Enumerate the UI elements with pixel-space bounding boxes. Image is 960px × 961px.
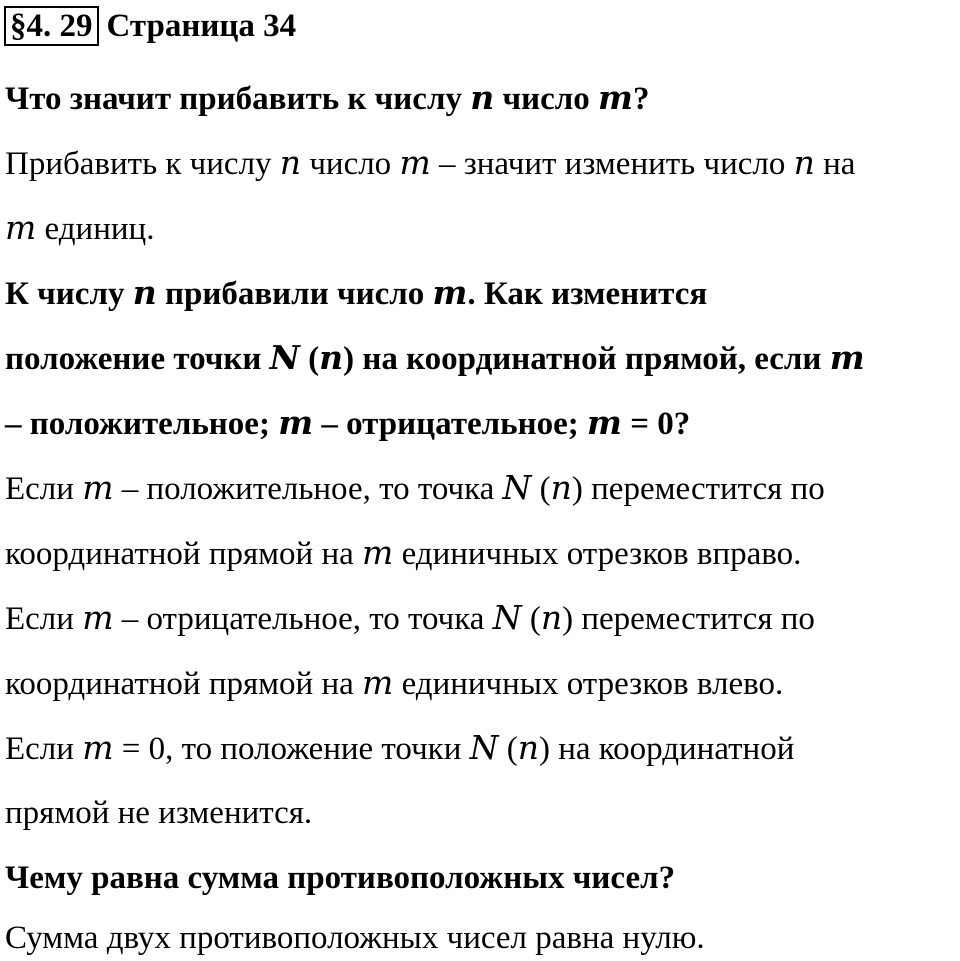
var-N: N [502,468,532,507]
var-n: n [132,273,157,312]
answer-2-line-5: Если m = 0, то положение точки N (n) на координатной [5,728,795,767]
var-m: m [829,338,865,377]
question-3: Чему равна сумма противоположных чисел? [5,860,676,896]
question-2-line-1: К числу n прибавили число m. Как изменится [5,273,708,312]
var-m: m [82,728,114,767]
var-n: n [470,78,495,117]
var-m: m [432,273,468,312]
answer-1-line-1: Прибавить к числу n число m – значит изменить число n на [5,143,856,182]
var-m: m [362,663,394,702]
question-2-line-2: положение точки N (n) на координатной прямой, если m [5,338,865,377]
var-n: n [279,143,302,182]
question-2-line-3: – положительное; m – отрицательное; m = 0? [5,403,691,442]
answer-2-line-3: Если m – отрицательное, то точка N (n) переместится по [5,598,815,637]
var-n: n [319,338,344,377]
var-N: N [269,338,300,377]
answer-2-line-4: координатной прямой на m единичных отрезков влево. [5,663,784,702]
answer-1-line-2: m единиц. [5,208,155,247]
answer-2-line-1: Если m – положительное, то точка N (n) переместится по [5,468,825,507]
page-header [4,6,296,46]
var-m: m [598,78,633,117]
section-number: §4. 29 [4,6,99,46]
var-m: m [587,403,622,442]
var-m: m [82,468,114,507]
page-number: Страница 34 [106,8,297,44]
question-1: Что значит прибавить к числу n число m? [5,78,650,117]
var-m: m [399,143,431,182]
answer-3: Сумма двух противоположных чисел равна нулю. [5,920,705,956]
var-m: m [362,533,394,572]
var-m: m [278,403,314,442]
var-N: N [469,728,499,767]
var-m: m [82,598,114,637]
answer-2-line-6: прямой не изменится. [5,795,313,831]
var-n: n [540,598,563,637]
var-n: n [517,728,539,767]
answer-2-line-2: координатной прямой на m единичных отрезков вправо. [5,533,802,572]
var-n: n [550,468,572,507]
var-m: m [5,208,37,247]
var-n: n [793,143,815,182]
var-N: N [492,598,522,637]
